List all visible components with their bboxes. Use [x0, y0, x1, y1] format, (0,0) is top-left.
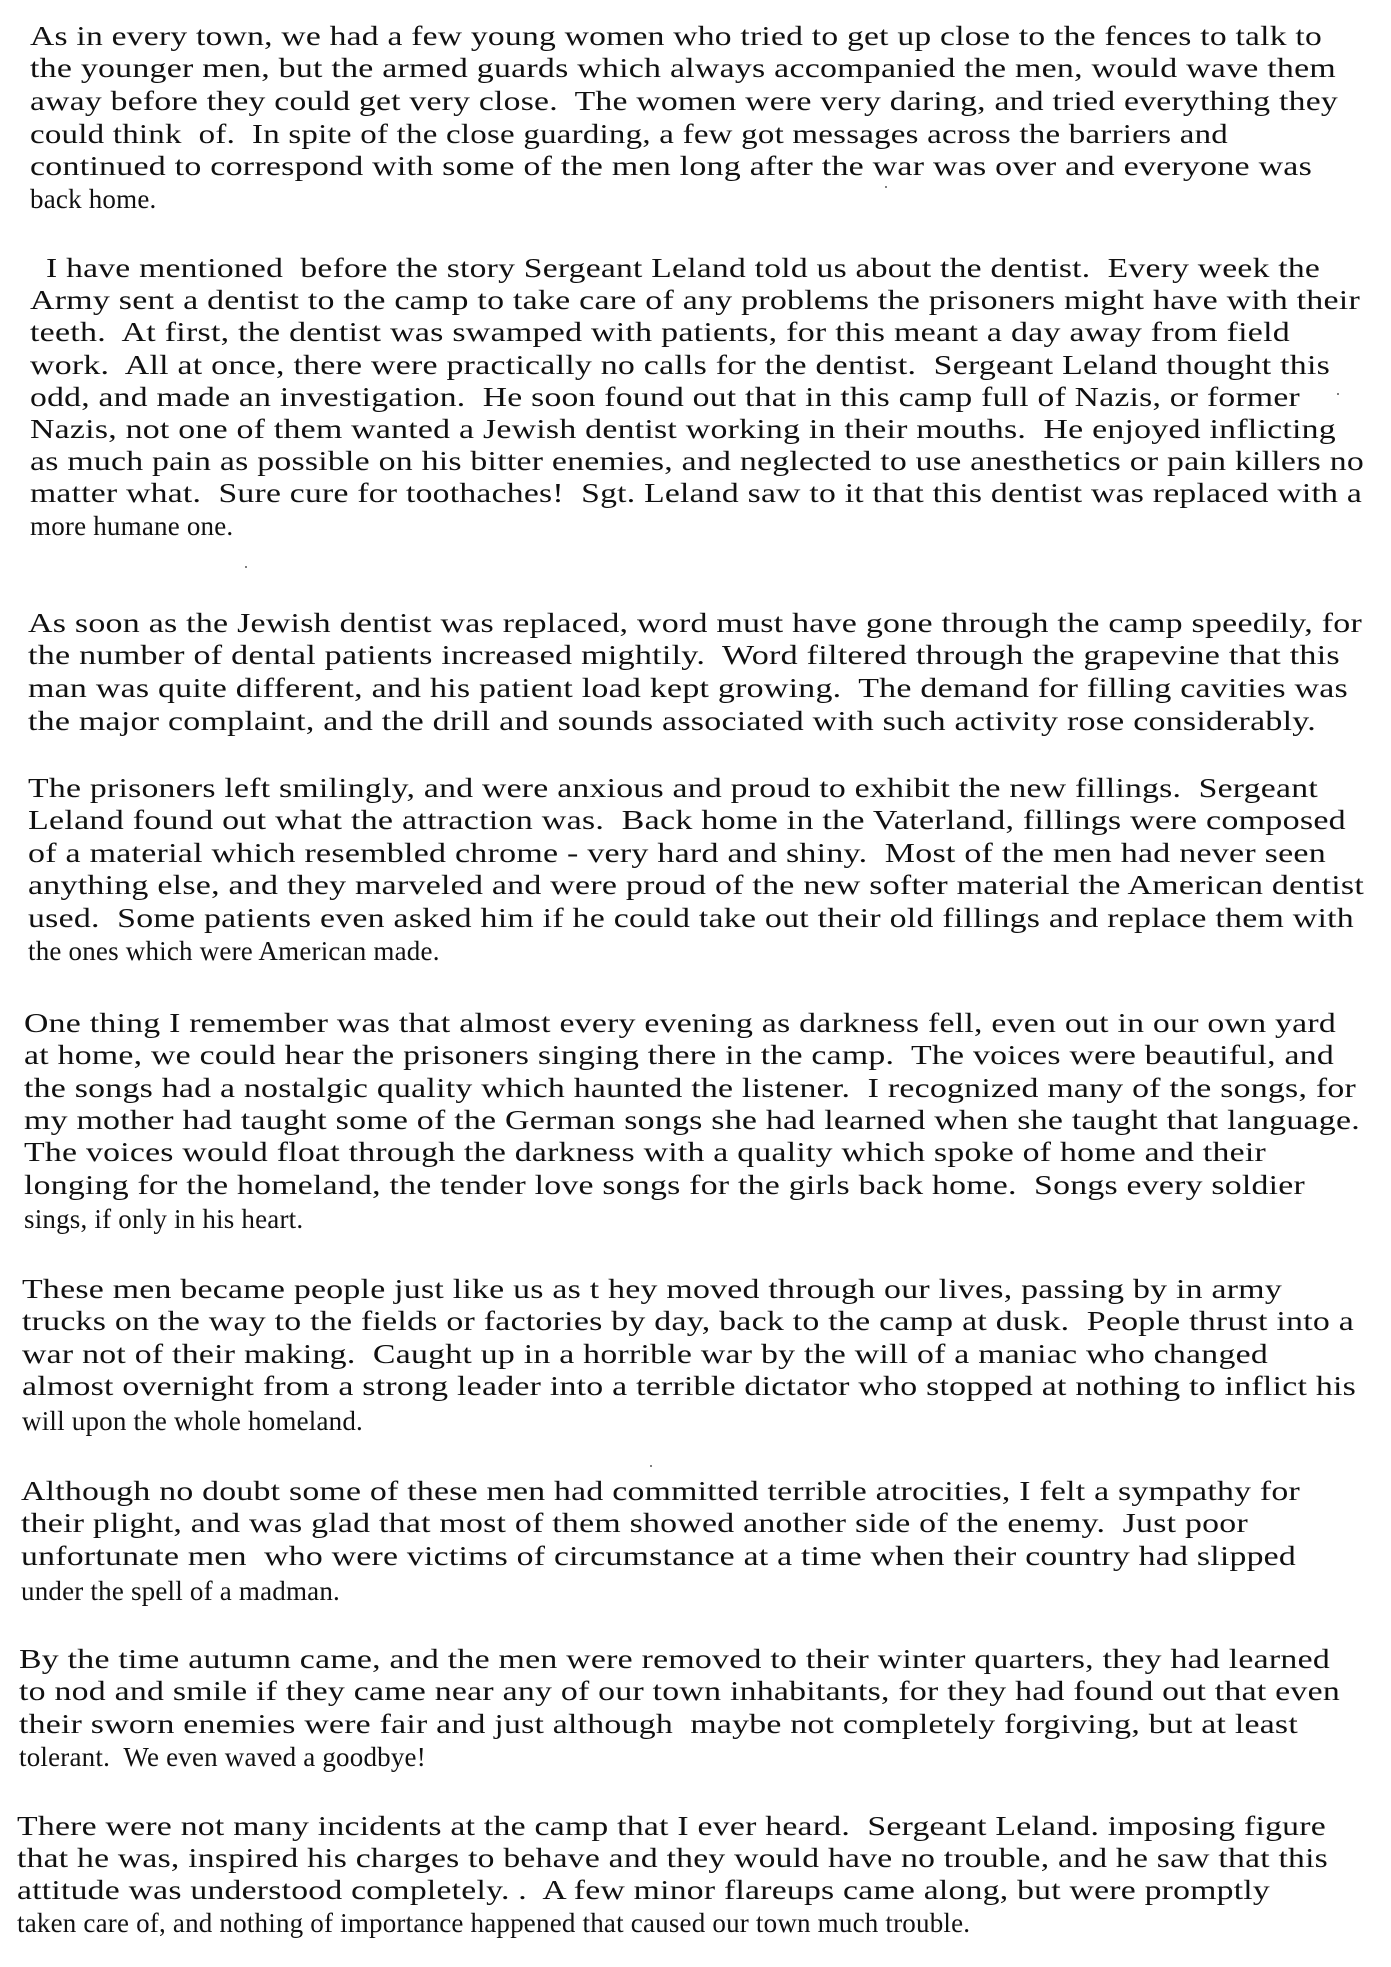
text-line: tolerant. We even waved a goodbye! [19, 1742, 426, 1772]
text-line: As in every town, we had a few young women who tried to get up close to the fences to talk to [30, 21, 1323, 51]
text-line: The voices would float through the darkness with a quality which spoke of home and their [24, 1137, 1267, 1167]
text-line: away before they could get very close. The women were very daring, and tried everything they [30, 86, 1338, 116]
text-line: Nazis, not one of them wanted a Jewish dentist working in their mouths. He enjoyed inflicting [30, 414, 1336, 444]
text-line: By the time autumn came, and the men were removed to their winter quarters, they had learned [19, 1644, 1330, 1674]
text-line: could think of. In spite of the close guarding, a few got messages across the barriers and [30, 119, 1229, 149]
text-line: longing for the homeland, the tender love songs for the girls back home. Songs every soldier [24, 1170, 1306, 1200]
text-line: their plight, and was glad that most of them showed another side of the enemy. Just poor [21, 1508, 1248, 1538]
text-line: that he was, inspired his charges to behave and they would have no trouble, and he saw that this [17, 1843, 1329, 1873]
text-line: work. All at once, there were practically no calls for the dentist. Sergeant Leland thought this [30, 350, 1331, 380]
text-line: Leland found out what the attraction was. Back home in the Vaterland, fillings were composed [28, 805, 1346, 835]
text-line: the songs had a nostalgic quality which haunted the listener. I recognized many of the songs, for [24, 1073, 1357, 1103]
text-line: war not of their making. Caught up in a horrible war by the will of a maniac who changed [22, 1339, 1269, 1369]
text-line: trucks on the way to the fields or factories by day, back to the camp at dusk. People thrust into a [22, 1306, 1355, 1336]
text-line: The prisoners left smilingly, and were anxious and proud to exhibit the new fillings. Sergeant [28, 773, 1318, 803]
text-line: man was quite different, and his patient load kept growing. The demand for filling cavities was [28, 673, 1348, 703]
text-line: the number of dental patients increased mightily. Word filtered through the grapevine that this [28, 640, 1340, 670]
text-line: the ones which were American made. [28, 936, 440, 966]
text-line: used. Some patients even asked him if he could take out their old fillings and replace them with [28, 903, 1354, 933]
text-line: continued to correspond with some of the men long after the war was over and everyone was [30, 151, 1313, 181]
text-line: attitude was understood completely. . A few minor flareups came along, but were promptly [17, 1875, 1270, 1905]
scan-speck [245, 566, 247, 568]
text-line: One thing I remember was that almost every evening as darkness fell, even out in our own yard [24, 1008, 1337, 1038]
text-line: matter what. Sure cure for toothaches! Sgt. Leland saw to it that this dentist was replaced with a [30, 478, 1363, 508]
text-line: As soon as the Jewish dentist was replaced, word must have gone through the camp speedily, for [28, 608, 1363, 638]
text-line: I have mentioned before the story Sergeant Leland told us about the dentist. Every week the [46, 253, 1321, 283]
text-line: almost overnight from a strong leader into a terrible dictator who stopped at nothing to inflict his [22, 1371, 1357, 1401]
text-line: under the spell of a madman. [21, 1576, 341, 1606]
text-line: odd, and made an investigation. He soon found out that in this camp full of Nazis, or former [30, 382, 1300, 412]
text-line: These men became people just like us as t hey moved through our lives, passing by in army [22, 1274, 1283, 1304]
text-line: their sworn enemies were fair and just although maybe not completely forgiving, but at least [19, 1709, 1298, 1739]
text-line: more humane one. [30, 511, 234, 541]
text-line: Although no doubt some of these men had committed terrible atrocities, I felt a sympathy for [21, 1476, 1301, 1506]
scan-speck [650, 1465, 652, 1467]
text-line: to nod and smile if they came near any of our town inhabitants, for they had found out that even [19, 1676, 1340, 1706]
text-line: There were not many incidents at the camp that I ever heard. Sergeant Leland. imposing figure [17, 1811, 1326, 1841]
text-line: the younger men, but the armed guards which always accompanied the men, would wave them [30, 53, 1336, 83]
scan-speck [885, 186, 887, 188]
text-line: will upon the whole homeland. [22, 1406, 363, 1436]
text-line: at home, we could hear the prisoners singing there in the camp. The voices were beautiful, and [24, 1040, 1335, 1070]
text-line: the major complaint, and the drill and sounds associated with such activity rose considerably. [28, 706, 1317, 736]
text-line: taken care of, and nothing of importance happened that caused our town much trouble. [17, 1908, 971, 1938]
text-line: as much pain as possible on his bitter enemies, and neglected to use anesthetics or pain killers no [30, 446, 1365, 476]
text-line: teeth. At first, the dentist was swamped with patients, for this meant a day away from field [30, 317, 1290, 347]
text-line: back home. [30, 184, 157, 214]
text-line: of a material which resembled chrome - very hard and shiny. Most of the men had never seen [28, 838, 1326, 868]
text-line: anything else, and they marveled and were proud of the new softer material the American dentist [28, 870, 1365, 900]
text-line: Army sent a dentist to the camp to take care of any problems the prisoners might have with their [30, 285, 1360, 315]
text-line: sings, if only in his heart. [24, 1204, 304, 1234]
text-line: my mother had taught some of the German songs she had learned when she taught that language. [24, 1105, 1360, 1135]
scan-speck [1337, 393, 1339, 395]
text-line: unfortunate men who were victims of circumstance at a time when their country had slipped [21, 1541, 1297, 1571]
